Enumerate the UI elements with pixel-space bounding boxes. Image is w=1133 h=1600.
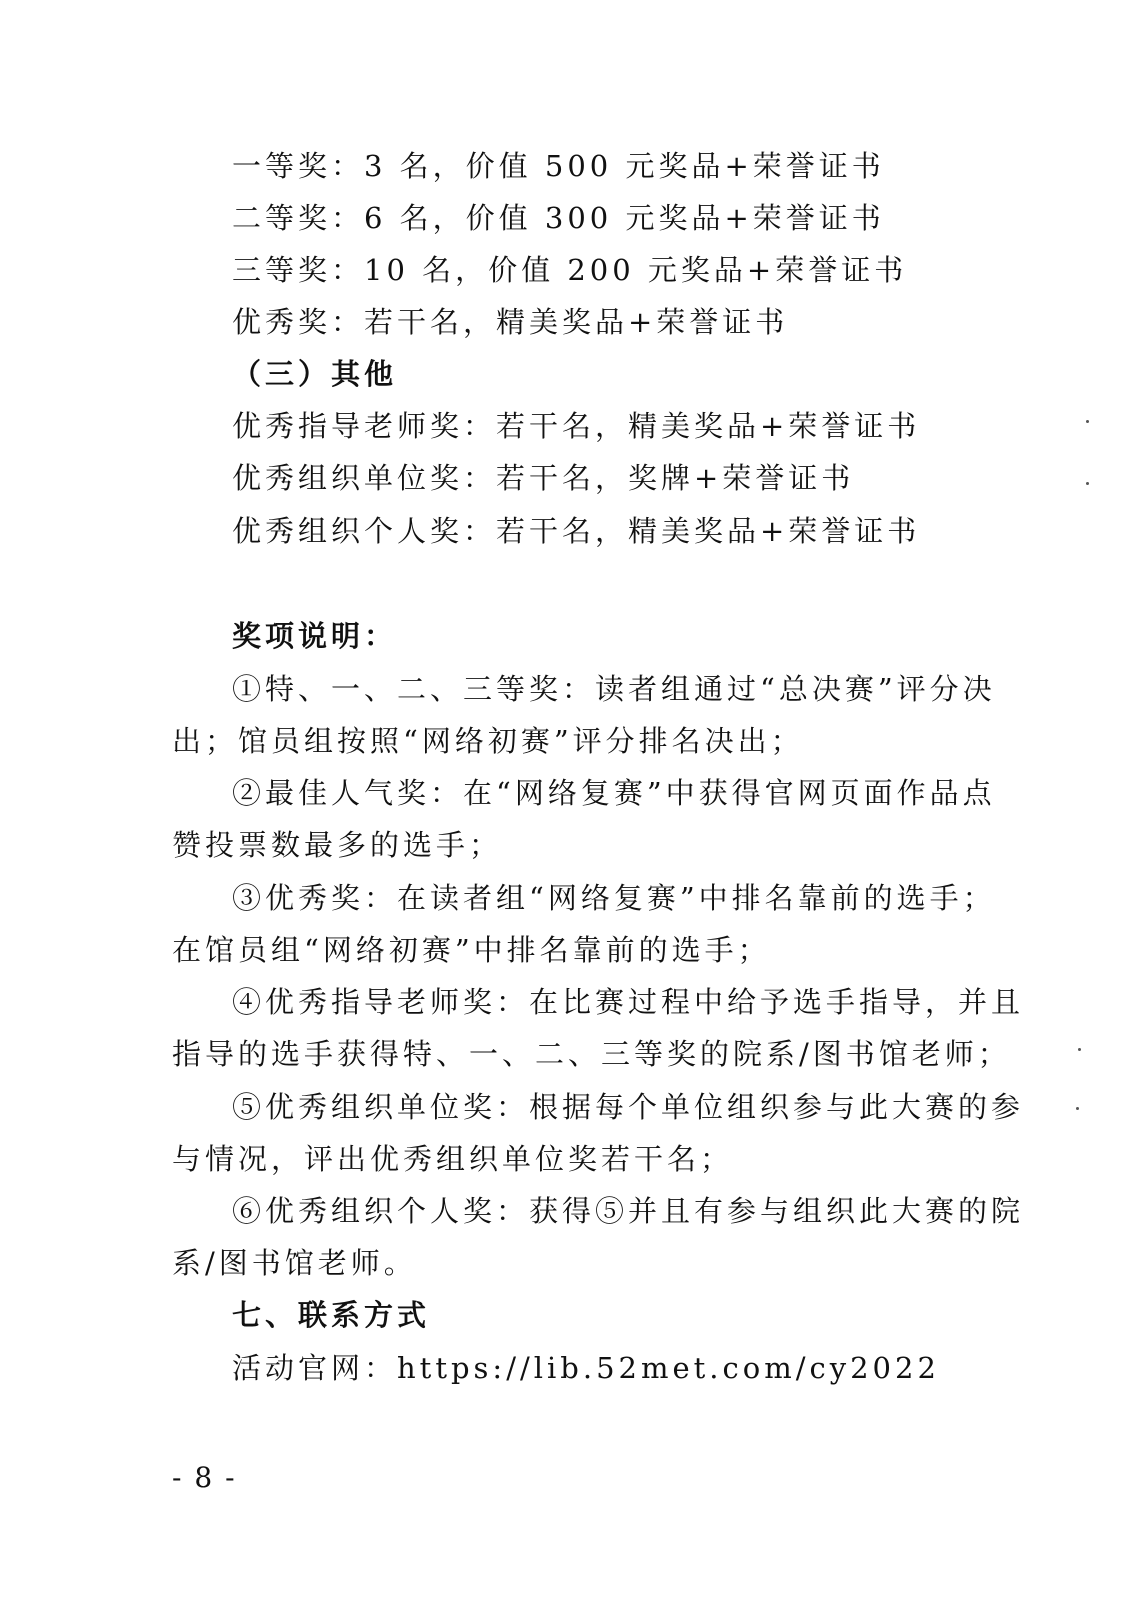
scan-speck: [1086, 482, 1089, 485]
explanation-line: 在馆员组“网络初赛”中排名靠前的选手；: [172, 933, 771, 967]
award-individual: 优秀组织个人奖：若干名，精美奖品+荣誉证书: [232, 514, 921, 548]
page-number: - 8 -: [172, 1461, 237, 1494]
award-second: 二等奖：6 名，价值 300 元奖品+荣誉证书: [232, 201, 885, 235]
explanation-heading: 奖项说明：: [232, 619, 398, 653]
award-excellent: 优秀奖：若干名，精美奖品+荣誉证书: [232, 305, 789, 339]
award-unit: 优秀组织单位奖：若干名，奖牌+荣誉证书: [232, 461, 855, 495]
contact-heading: 七、联系方式: [232, 1298, 431, 1332]
explanation-line: ②最佳人气奖：在“网络复赛”中获得官网页面作品点: [232, 776, 996, 810]
scan-speck: [1086, 420, 1089, 423]
explanation-line: ③优秀奖：在读者组“网络复赛”中排名靠前的选手；: [232, 881, 996, 915]
explanation-line: 指导的选手获得特、一、二、三等奖的院系/图书馆老师；: [172, 1037, 1011, 1071]
award-third: 三等奖：10 名，价值 200 元奖品+荣誉证书: [232, 253, 908, 287]
explanation-line: 赞投票数最多的选手；: [172, 828, 503, 862]
explanation-line: ⑥优秀组织个人奖：获得⑤并且有参与组织此大赛的院: [232, 1194, 1025, 1228]
award-first: 一等奖：3 名，价值 500 元奖品+荣誉证书: [232, 149, 885, 183]
scan-speck: [1076, 1107, 1079, 1110]
award-teacher: 优秀指导老师奖：若干名，精美奖品+荣誉证书: [232, 409, 921, 443]
contact-website: 活动官网：https://lib.52met.com/cy2022: [232, 1351, 940, 1385]
explanation-line: 与情况，评出优秀组织单位奖若干名；: [172, 1142, 734, 1176]
section-heading-other: （三）其他: [232, 357, 398, 391]
explanation-line: ④优秀指导老师奖：在比赛过程中给予选手指导，并且: [232, 985, 1025, 1019]
scan-speck: [1078, 1048, 1081, 1051]
explanation-line: ①特、一、二、三等奖：读者组通过“总决赛”评分决: [232, 672, 996, 706]
explanation-line: ⑤优秀组织单位奖：根据每个单位组织参与此大赛的参: [232, 1090, 1025, 1124]
explanation-line: 系/图书馆老师。: [172, 1246, 417, 1280]
explanation-line: 出；馆员组按照“网络初赛”评分排名决出；: [172, 724, 804, 758]
